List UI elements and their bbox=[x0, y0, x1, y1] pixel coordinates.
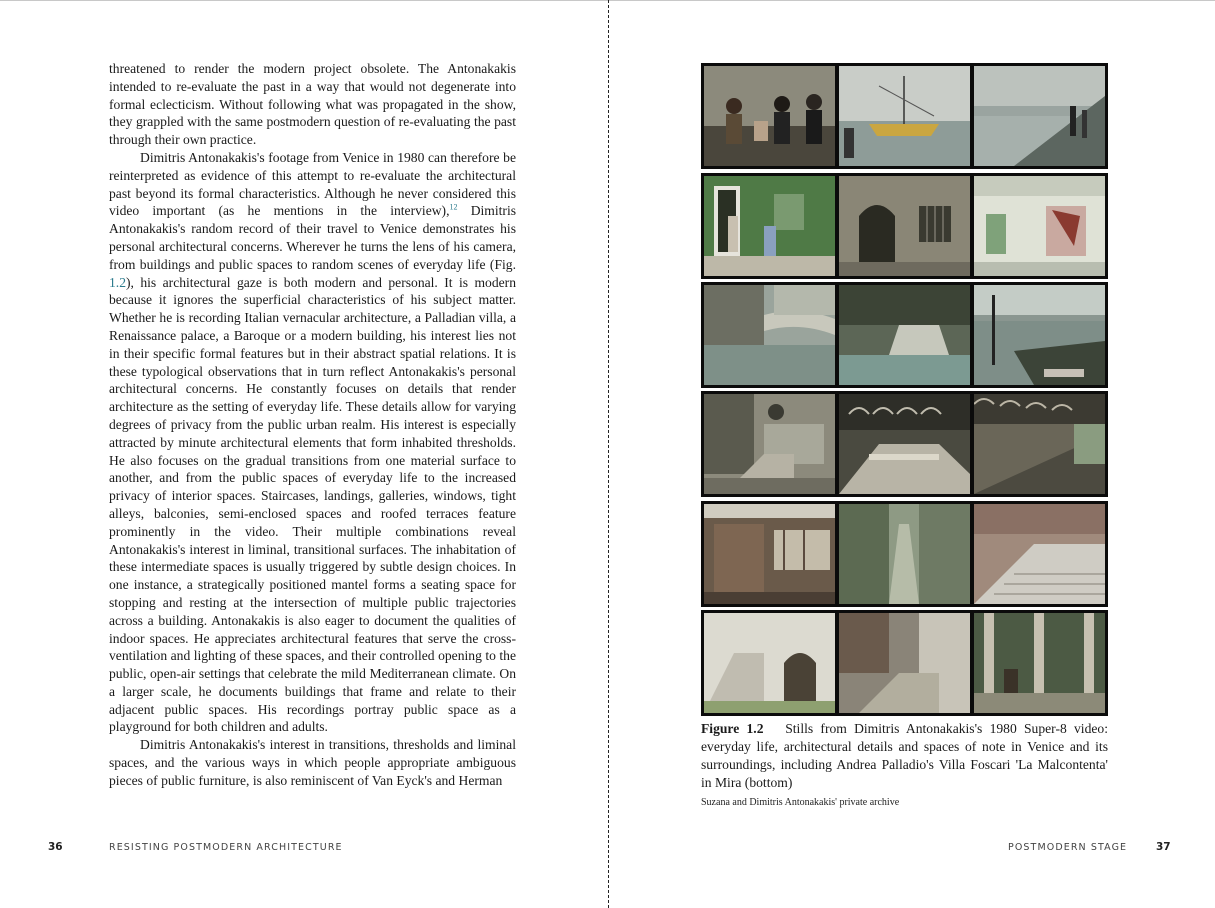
still-image bbox=[839, 613, 970, 713]
running-head-left: RESISTING POSTMODERN ARCHITECTURE bbox=[109, 842, 343, 853]
stills-row-5 bbox=[701, 501, 1108, 607]
left-page bbox=[0, 0, 607, 908]
page-number-right: 37 bbox=[1156, 841, 1171, 853]
still-image bbox=[974, 176, 1105, 276]
still-image bbox=[704, 66, 835, 166]
still-image bbox=[974, 504, 1105, 604]
body-text bbox=[109, 60, 516, 790]
figure-reference-link[interactable]: 1.2 bbox=[109, 274, 126, 290]
stills-row-4 bbox=[701, 391, 1108, 497]
running-head-right: POSTMODERN STAGE bbox=[1008, 842, 1128, 853]
stills-row-2 bbox=[701, 173, 1108, 279]
still-image bbox=[704, 394, 835, 494]
caption-text: Stills from Dimitris Antonakakis's 1980 Super-8 video: everyday life, architectural details and spaces of note in Venice and its surroundings, including Andrea Palladio's Villa Foscari 'La Malcontenta' in Mira (bottom) bbox=[701, 721, 1108, 790]
paragraph-2-part-b: Dimitris Antonakakis's random record of their travel to Venice demonstrates his personal architectural concerns. Wherever he turns the lens of his camera, from buildings and public spaces to random scenes of everyday life (Fig. bbox=[109, 203, 517, 272]
still-image bbox=[839, 394, 970, 494]
still-image bbox=[839, 504, 970, 604]
spine-divider bbox=[608, 0, 609, 908]
still-image bbox=[974, 66, 1105, 166]
still-image bbox=[974, 285, 1105, 385]
paragraph-3: Dimitris Antonakakis's interest in transitions, thresholds and liminal spaces, and the various ways in which people appropriate ambiguous pieces of public furniture, is also reminiscent of Van Eyck's and Herman bbox=[109, 737, 516, 788]
stills-row-1 bbox=[701, 63, 1108, 169]
paragraph-2 bbox=[109, 149, 516, 736]
footnote-reference[interactable]: 12 bbox=[449, 202, 458, 212]
still-image bbox=[704, 285, 835, 385]
still-image bbox=[704, 504, 835, 604]
still-image bbox=[974, 613, 1105, 713]
still-image bbox=[974, 394, 1105, 494]
right-page bbox=[610, 0, 1215, 908]
paragraph-2-part-c: ), his architectural gaze is both modern and personal. It is modern because it ignores the superficial characteristics of his subject matter. Whether he is recording Italian vernacular architecture, a Palladian villa, a Renaissance palace, a Baroque or a modern building, his interest lies not in their specific formal features but in their abstract spatial relations. It is these typological observations that in turn reflect Antonakakis's personal architectural concerns. He constantly focuses on details that render architecture as the setting of everyday life. These details allow for varying degrees of privacy from the public urban realm. His interest is especially attracted by minute architectural elements that form inhabited thresholds. He also focuses on the gradual transitions from one material surface to another, and from the public spaces of everyday life to the increased privacy of interior spaces. Staircases, landings, galleries, windows, tight alleys, balconies, semi-enclosed spaces and roofed terraces feature prominently in the video. Their multiple combinations reveal Antonakakis's interest in liminal, transitional surfaces. The inhabitation of these intermediate spaces is usually triggered by subtle design choices. In one instance, a strategically positioned mantel forms a seating space for stopping and resting at the intersection of multiple public trajectories across a building. Antonakakis is also eager to document the qualities of indoor spaces. He appreciates architectural features that serve the cross-ventilation and lighting of these spaces, and their controlled opening to the public, open-air settings that celebrate the mild Mediterranean climate. On a larger scale, he documents buildings that frame and relate to their adjacent public spaces. His recordings portray public space as a playground for both children and adults. bbox=[109, 274, 516, 735]
paragraph-1: threatened to render the modern project obsolete. The Antonakakis intended to re-evaluate the past in a way that would not degenerate into formal eclecticism. Without following what was propagated in the show, they grappled with the same postmodern question of re-evaluating the past through their own practice. bbox=[109, 61, 516, 148]
paragraph-2-part-a: Dimitris Antonakakis's footage from Venice in 1980 can therefore be reinterpreted as evidence of this attempt to re-evaluate the architectural past beyond its formal characteristics. Although he never considered this video important (as he mentions in the interview), bbox=[109, 149, 516, 219]
stills-row-3 bbox=[701, 282, 1108, 388]
figure-label: Figure 1.2 bbox=[701, 721, 764, 736]
stills-row-6 bbox=[701, 610, 1108, 716]
figure-caption bbox=[701, 720, 1108, 792]
still-image bbox=[839, 66, 970, 166]
still-image bbox=[839, 285, 970, 385]
page-number-left: 36 bbox=[48, 841, 63, 853]
still-image bbox=[839, 176, 970, 276]
still-image bbox=[704, 176, 835, 276]
figure-credit: Suzana and Dimitris Antonakakis' private archive bbox=[701, 797, 900, 808]
still-image bbox=[704, 613, 835, 713]
